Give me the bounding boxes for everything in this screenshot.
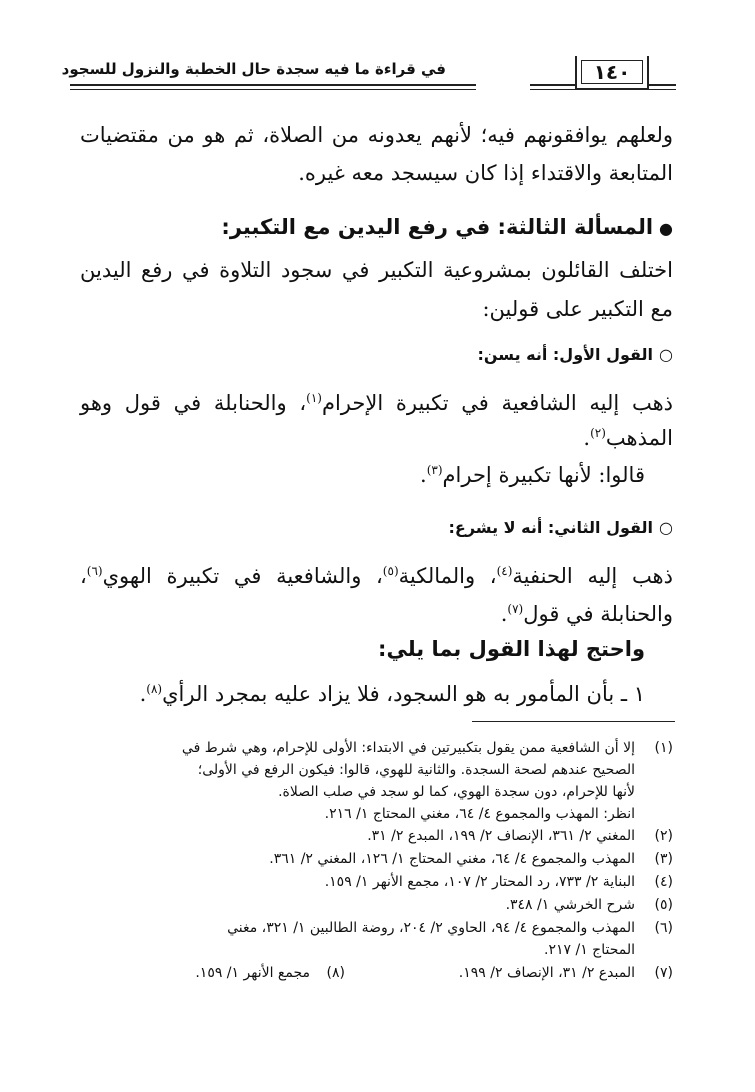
body-line [501,594,673,629]
header-rule-thin [70,89,476,90]
opinion2-heading [449,513,673,543]
heading-circle-icon: ○ [659,518,673,537]
header-rule-right-thin [648,89,676,90]
footnote-line: البناية ٢/ ٧٣٣، رد المحتار ٢/ ١٠٧، مجمع الأنهر ١/ ١٥٩. [324,874,635,890]
body-line: المتابعة والاقتداء إذا كان سيسجد معه غيره. [298,161,673,185]
footnote-number: (٣) [654,851,673,867]
footnote-ref[interactable]: (٥) [382,564,399,578]
page-header [61,50,676,100]
footnote-number: (٧) [654,965,673,981]
running-title: في قراءة ما فيه سجدة حال الخطبة والنزول للسجود [61,60,446,78]
footnote-ref[interactable]: (١) [306,391,322,405]
footnote-number: (١) [654,740,673,756]
header-rule-left [530,84,575,86]
footnote-ref[interactable]: (٣) [426,463,443,477]
text-run: . [583,426,591,450]
footnote-line: المهذب والمجموع ٤/ ٩٤، الحاوي ٢/ ٢٠٤، روضة الطالبين ١/ ٣٢١، مغني [227,920,635,936]
footnote-number: (٢) [654,828,673,844]
footnote-number: (٤) [654,874,673,890]
text-run: ١ ـ بأن المأمور به هو السجود، فلا يزاد عليه بمجرد الرأي [162,682,645,706]
footnote-line: المغني ٢/ ٣٦١، الإنصاف ٢/ ١٩٩، المبدع ٢/ ٣١. [367,828,635,844]
footnote-line: المهذب والمجموع ٤/ ٦٤، مغني المحتاج ١/ ١٢٦، المغني ٢/ ٣٦١. [269,851,635,867]
footnote-ref[interactable]: (٧) [507,602,524,616]
issue-heading [221,212,673,244]
text-run: ذهب إليه الحنفية [512,564,673,588]
text-run: . [139,682,147,706]
text-run: قالوا: لأنها تكبيرة إحرام [442,463,645,487]
body-line [583,418,673,453]
header-rule [70,84,476,86]
text-run: ذهب إليه الشافعية في تكبيرة الإحرام [321,391,673,415]
footnote-line: المبدع ٢/ ٣١، الإنصاف ٢/ ١٩٩. [458,965,635,981]
opinion2-heading-text: القول الثاني: أنه لا يشرع: [448,518,654,537]
footnote-ref[interactable]: (٢) [590,426,606,440]
page-number-frame [575,56,649,90]
body-line: اختلف القائلون بمشروعية التكبير في سجود التلاوة في رفع اليدين [80,258,673,282]
opinion1-heading [477,340,673,370]
footnote-separator [472,721,675,722]
header-rule-right [648,84,676,86]
footnote-ref[interactable]: (٤) [496,564,513,578]
footnote-line: لأنها للإحرام، دون سجدة الهوي، كما لو سجد في صلب الصلاة. [278,784,635,800]
text-run: ، والشافعية في تكبيرة الهوي [102,564,383,588]
issue-heading-text: المسألة الثالثة: في رفع اليدين مع التكبير: [221,215,654,239]
footnote-number: (٦) [654,920,673,936]
body-line: ولعلهم يوافقونهم فيه؛ لأنهم يعدونه من الصلاة، ثم هو من مقتضيات [80,123,673,147]
footnote-line: شرح الخرشي ١/ ٣٤٨. [505,897,635,913]
heading-circle-icon: ○ [659,345,673,364]
footnote-line: إلا أن الشافعية ممن يقول بتكبيرتين في الابتداء: الأولى للإحرام، وهي شرط في [181,740,635,756]
text-run: . [420,463,427,487]
text-run: . [500,602,508,626]
page-number: ١٤٠ [581,60,643,84]
body-line [140,674,645,709]
body-line: مع التكبير على قولين: [482,297,673,321]
footnote-ref[interactable]: (٦) [86,564,103,578]
body-line [80,383,673,418]
text-run: المذهب [605,426,673,450]
body-line [420,455,645,490]
body-line [80,556,673,591]
footnote-number: (٥) [654,897,673,913]
argument-heading: واحتج لهذا القول بما يلي: [378,637,645,661]
text-run: ، والحنابلة في قول وهو [80,391,307,415]
text-run: ، [80,564,87,588]
heading-bullet-icon: ● [659,219,673,238]
footnote-ref[interactable]: (٨) [146,682,163,696]
header-rule-left-thin [530,89,575,90]
text-run: والحنابلة في قول [523,602,673,626]
text-run: ، والمالكية [398,564,497,588]
footnote-line: مجمع الأنهر ١/ ١٥٩. [195,965,310,981]
footnote-number: (٨) [326,965,345,981]
opinion1-heading-text: القول الأول: أنه يسن: [477,345,654,364]
footnote-line: انظر: المهذب والمجموع ٤/ ٦٤، مغني المحتاج ١/ ٢١٦. [324,806,635,822]
footnote-line: الصحيح عندهم لصحة السجدة. والثانية للهوي، قالوا: فيكون الرفع في الأولى؛ [197,762,635,778]
footnote-line: المحتاج ١/ ٢١٧. [544,942,635,958]
